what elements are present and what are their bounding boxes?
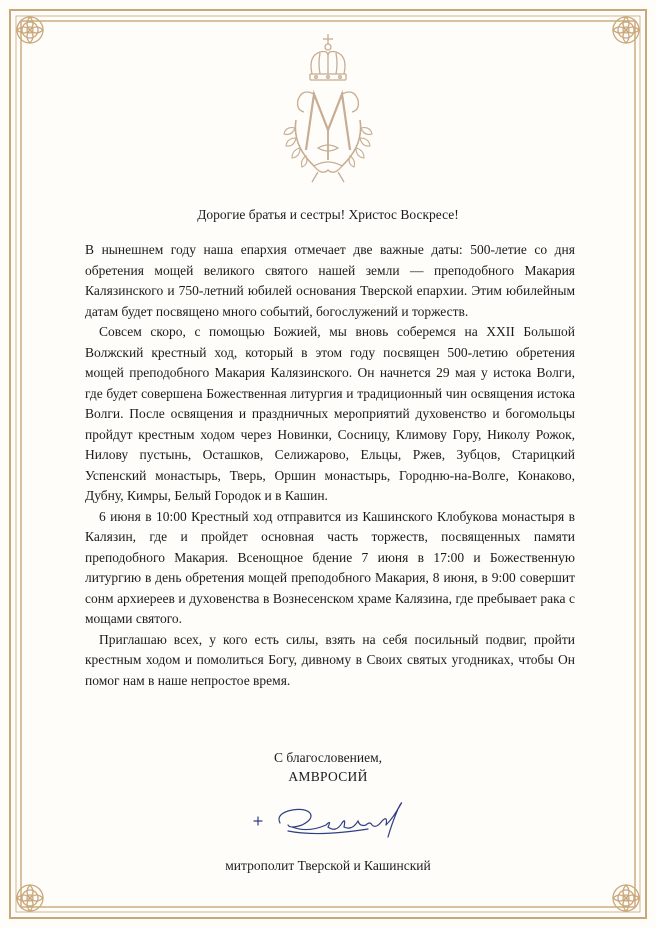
letter-body bbox=[85, 240, 575, 691]
signer-title: митрополит Тверской и Кашинский bbox=[225, 858, 431, 873]
closing-block bbox=[0, 748, 656, 786]
crown-monogram-emblem-icon bbox=[268, 30, 388, 190]
paragraph-1: В нынешнем году наша епархия отмечает две важные даты: 500-летие со дня обретения мощей великого святого нашей земли — преподобного Макария Калязинского и 750-летний юбилей основания Тверской епархии. Этим юбилейным датам будет посвящено много событий, богослужений и торжеств. bbox=[85, 242, 575, 319]
closing-phrase: С благословением, bbox=[273, 750, 383, 765]
paragraph-2: Совсем скоро, с помощью Божией, мы вновь соберемся на XXII Большой Волжский крестный ход, который в этом году посвящен 500-летию обретения мощей преподобного Макария Калязинского. Он начнется 29 мая у истока Волги, где будет совершена Божественная литургия и традиционный чин освящения истока Волги. После освящения и праздничных мероприятий духовенство и богомольцы пройдут крестным ходом через Новинки, Сосницу, Климову Гору, Николу Рожок, Нилову пустынь, Осташков, Селижарово, Ельцы, Ржев, Зубцов, Старицкий Успенский монастырь, Тверь, Оршин монастырь, Городню-на-Волге, Конаково, Дубну, Кимры, Белый Городок и в Кашин. bbox=[85, 324, 575, 503]
paragraph-4: Приглашаю всех, у кого есть силы, взять на себя посильный подвиг, пройти крестным ходом и помолиться Богу, дивному в Своих святых угодниках, чтобы Он помог нам в наше непростое время. bbox=[85, 631, 575, 688]
signer-name: АМВРОСИЙ bbox=[288, 769, 368, 784]
handwritten-signature bbox=[248, 797, 418, 845]
paragraph-3: 6 июня в 10:00 Крестный ход отправится из Кашинского Клобукова монастыря в Калязин, где и пройдет основная часть торжеств, посвященных памяти преподобного Макария. Всенощное бдение 7 июня в 17:00 и Божественную литургию в день обретения мощей преподобного Макария, 8 июня, в 9:00 совершит сонм архиереев и духовенства в Вознесенском храме Калязина, где пребывает рака с мощами святого. bbox=[85, 508, 575, 626]
greeting-line: Дорогие братья и сестры! Христос Воскресе! bbox=[197, 207, 459, 222]
